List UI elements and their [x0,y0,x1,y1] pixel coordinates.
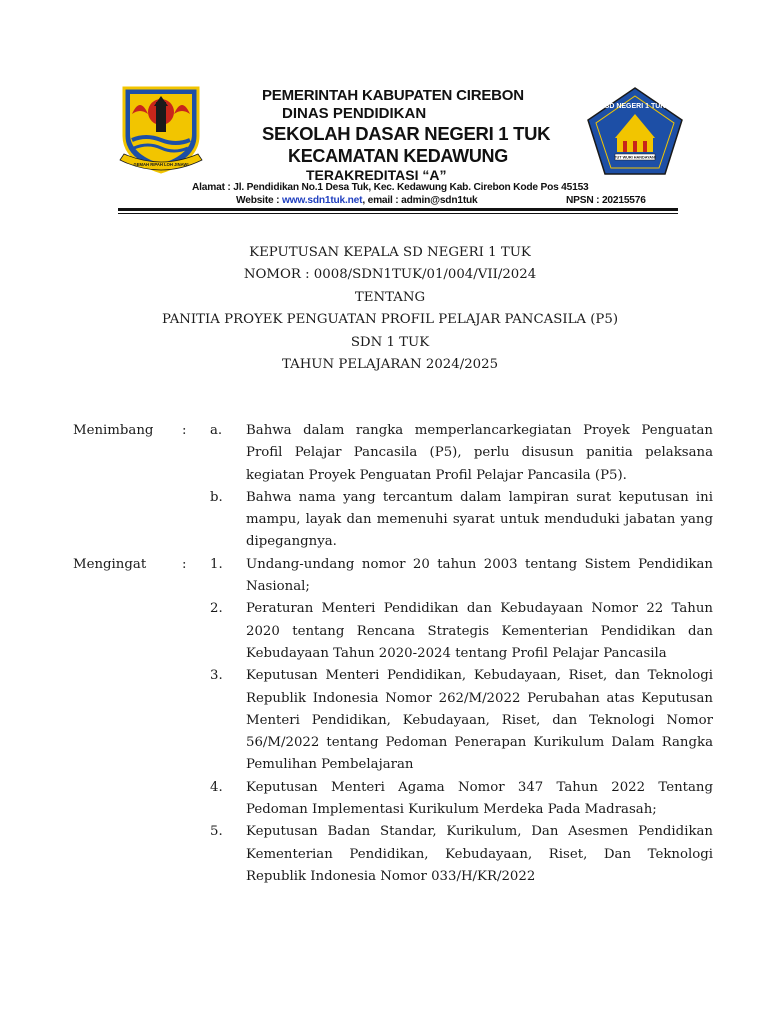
letterhead-line-agency: DINAS PENDIDIKAN [282,105,427,122]
item-number: 5. [210,824,223,840]
item-text: Bahwa nama yang tercantum dalam lampiran surat keputusan ini mampu, layak dan memenuhi syarat untuk menduduki jabatan yang dipegangnya. [246,489,713,550]
item-text: Keputusan Menteri Pendidikan, Kebudayaan, Riset, dan Teknologi Republik Indonesia Nomor 262/M/2022 Perubahan atas Keputusan Menteri Pendidikan, Kebudayaan, Riset, dan Teknologi Nomor 56/M/2022 tentang Pedoman Penerapan Kurikulum Dalam Rangka Pemulihan Pembelajaran [246,668,713,773]
letterhead-npsn: NPSN : 20215576 [566,195,646,206]
mengingat-item [0,665,768,776]
item-text: Peraturan Menteri Pendidikan dan Kebudayaan Nomor 22 Tahun 2020 tentang Rencana Strategis Kementerian Pendidikan dan Kebudayaan Tahun 2020-2024 tentang Profil Pelajar Pancasila [246,601,713,661]
letterhead-divider [118,208,678,211]
item-number: 1. [210,556,223,572]
mengingat-colon: : [182,556,187,572]
letterhead-web-line [236,195,478,206]
title-line-subject: PANITIA PROYEK PENGUATAN PROFIL PELAJAR PANCASILA (P5) [161,312,619,328]
mengingat-item [0,554,768,599]
crest-motto: GEMAH RIPAH LOH JINAWI [133,162,189,167]
menimbang-colon: : [182,423,187,438]
mengingat-label: Mengingat [73,556,147,572]
title-line-decree: KEPUTUSAN KEPALA SD NEGERI 1 TUK [249,245,531,260]
item-text: Keputusan Menteri Agama Nomor 347 Tahun 2022 Tentang Pedoman Implementasi Kurikulum Merdeka Pada Madrasah; [246,779,713,818]
decree-title [60,242,720,376]
menimbang-label: Menimbang [73,423,154,438]
title-line-school: SDN 1 TUK [350,334,430,350]
item-text: Keputusan Badan Standar, Kurikulum, Dan Asesmen Pendidikan Kementerian Pendidikan, Kebudayaan, Riset, Dan Teknologi Republik Indonesia Nomor 033/H/KR/2022 [246,824,713,884]
school-logo-motto: TUT WURI HANDAYANI [614,155,656,160]
letterhead-line-district: KECAMATAN KEDAWUNG [288,146,508,166]
item-number: 4. [210,779,223,795]
item-text: Bahwa dalam rangka memperlancarkegiatan Proyek Penguatan Profil Pelajar Pancasila (P5), perlu disusun panitia pelaksana kegiatan Proyek Penguatan Profil Pelajar Pancasila (P5). [246,423,713,483]
item-number: 2. [210,601,223,617]
mengingat-item [0,598,768,665]
letterhead-line-school: SEKOLAH DASAR NEGERI 1 TUK [262,123,551,144]
letterhead-line-government: PEMERINTAH KABUPATEN CIREBON [262,87,524,104]
menimbang-item [0,487,768,554]
letterhead-line-accreditation: TERAKREDITASI “A” [306,167,447,183]
letterhead-address: Alamat : Jl. Pendidikan No.1 Desa Tuk, Kec. Kedawung Kab. Cirebon Kode Pos 45153 [192,182,589,193]
menimbang-item [0,420,768,487]
letterhead-title [262,86,550,184]
email-text: , email : admin@sdn1tuk [362,195,478,206]
school-pentagon-logo [585,86,685,178]
school-logo-text: SD NEGERI 1 TUK [604,103,666,110]
item-number: 3. [210,668,223,684]
mengingat-item [0,821,768,888]
decree-body [0,420,768,888]
website-label: Website : [236,195,282,206]
title-line-year: TAHUN PELAJARAN 2024/2025 [281,357,499,373]
item-text: Undang-undang nomor 20 tahun 2003 tentang Sistem Pendidikan Nasional; [246,556,713,595]
cirebon-crest-logo [118,84,204,176]
title-line-number: NOMOR : 0008/SDN1TUK/01/004/VII/2024 [243,267,537,283]
title-line-about: TENTANG [354,289,426,305]
letterhead-divider-thin [118,213,678,214]
mengingat-item [0,777,768,822]
website-link[interactable]: www.sdn1tuk.net [281,195,363,206]
item-number: a. [210,423,223,438]
item-number: b. [210,489,223,505]
